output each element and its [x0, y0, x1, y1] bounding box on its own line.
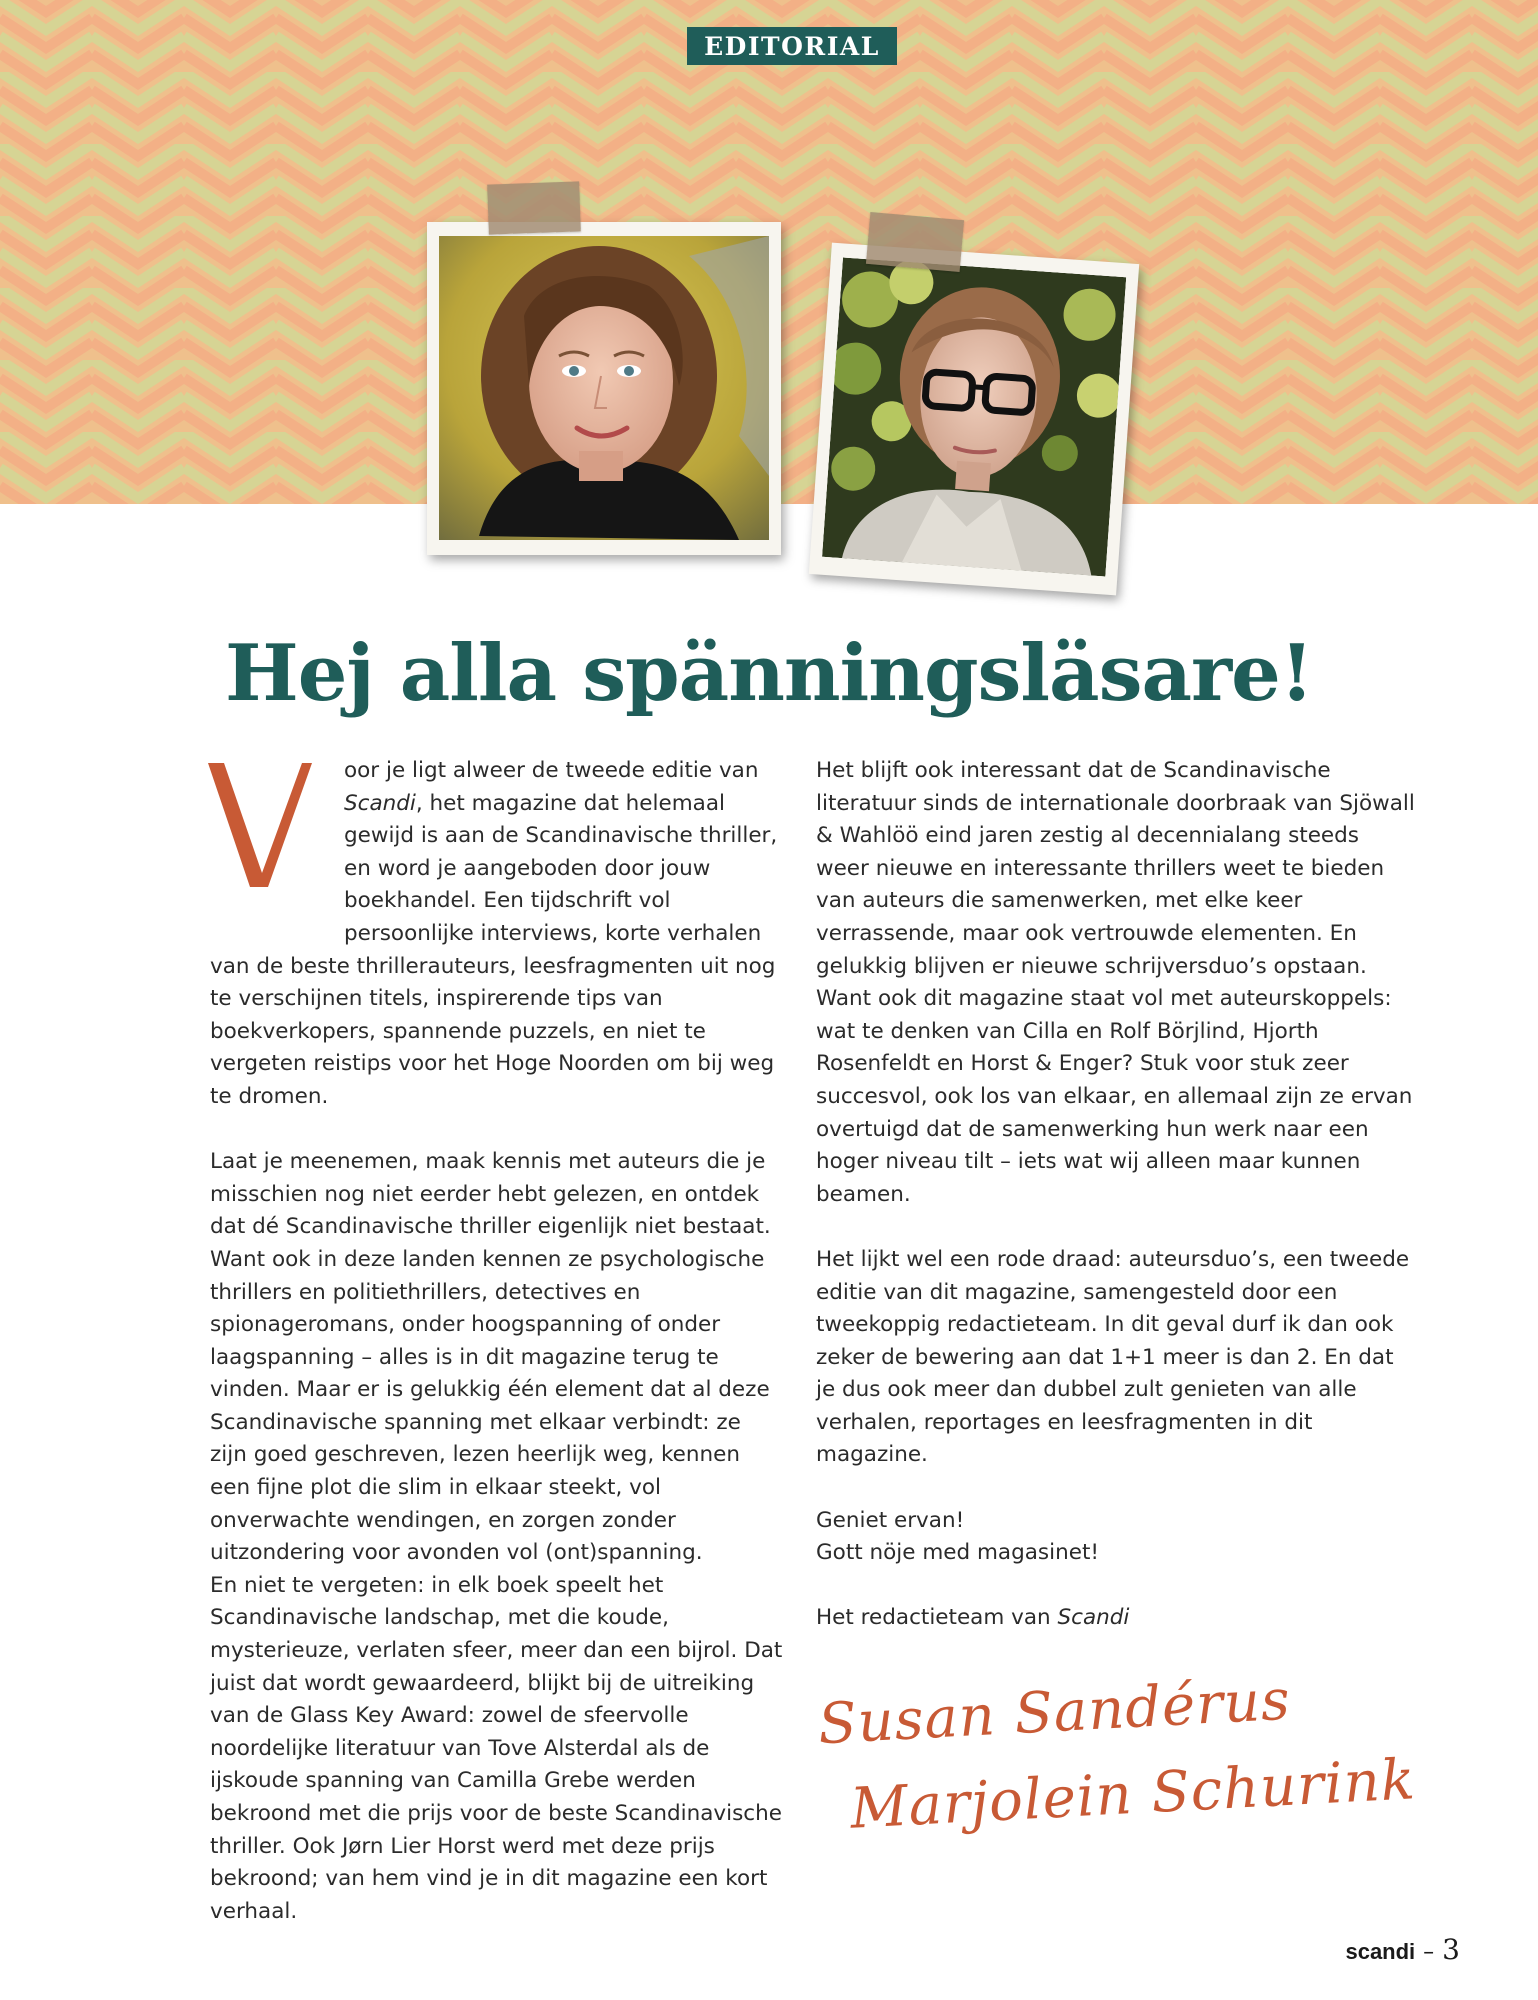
- left-paragraph-2: Laat je meenemen, maak kennis met auteurs die je misschien nog niet eerder hebt gelezen, en ontdek dat dé Scandinavische thriller eigenlijk niet bestaat. Want ook in deze landen kennen ze psychologische thrillers en politiethrillers, detectives en spionageromans, onder hoogspanning of onder laagspanning – alles is in dit magazine terug te vinden. Maar er is gelukkig één element dat al deze Scandinavische spanning met elkaar verbindt: ze zijn goed geschreven, lezen heerlijk weg, kennen een fijne plot die slim in elkaar steekt, vol onverwachte wendingen, en zorgen zonder uitzondering voor avonden vol (ont)spanning.: [210, 1149, 771, 1566]
- editor-photo-2: [809, 243, 1139, 596]
- closing-line-2: Gott nöje med magasinet!: [816, 1540, 1099, 1566]
- page-footer: [1345, 1933, 1460, 1966]
- left-paragraph-3: En niet te vergeten: in elk boek speelt het Scandinavische landschap, met die koude, mysterieuze, verlaten sfeer, meer dan een bijrol. Dat juist dat wordt gewaardeerd, blijkt bij de uitreiking van de Glass Key Award: zowel de sfeervolle noordelijke literatuur van Tove Alsterdal als de ijskoude spanning van Camilla Grebe werden bekroond met die prijs voor de beste Scandinavische thriller. Ook Jørn Lier Horst werd met deze prijs bekroond; van hem vind je in dit magazine een kort verhaal.: [210, 1572, 783, 1924]
- footer-separator: –: [1423, 1940, 1435, 1965]
- closing-line-1: Geniet ervan!: [816, 1507, 965, 1533]
- portrait-image-2: [822, 257, 1126, 576]
- team-credit: Het redactieteam van Scandi: [816, 1605, 1130, 1631]
- magazine-name: scandi: [1345, 1939, 1416, 1964]
- tape-strip-2: [866, 212, 964, 272]
- left-paragraph-1: oor je ligt alweer de tweede editie van Scandi, het magazine dat helemaal gewijd is aan de Scandinavische thriller, en word je aangeboden door jouw boekhandel. Een tijdschrift vol persoonlijke interviews, korte verhalen van de beste thrillerauteurs, leesfragmenten uit nog te verschijnen titels, inspirerende tips van boekverkopers, spannende puzzels, en niet te vergeten reistips voor het Hoge Noorden om bij weg te dromen.: [210, 758, 778, 1109]
- right-column: [816, 755, 1416, 1635]
- editor-photo-1: [427, 222, 781, 555]
- tape-strip-1: [487, 181, 581, 234]
- signature-2: Marjolein Schurink: [848, 1747, 1418, 1842]
- right-paragraph-1: Het blijft ook interessant dat de Scandinavische literatuur sinds de internationale doorbraak van Sjöwall & Wahlöö eind jaren zestig al decennialang steeds weer nieuwe en interessante thrillers weet te bieden van auteurs die samenwerken, met elke keer verrassende, maar ook vertrouwde elementen. En gelukkig blijven er nieuwe schrijversduo’s opstaan. Want ook dit magazine staat vol met auteurskoppels: wat te denken van Cilla en Rolf Börjlind, Hjorth Rosenfeldt en Horst & Enger? Stuk voor stuk zeer succesvol, ook los van elkaar, en allemaal zijn ze ervan overtuigd dat de samenwerking hun werk naar een hoger niveau tilt – iets wat wij alleen maar kunnen beamen.: [816, 758, 1415, 1207]
- section-badge: EDITORIAL: [687, 27, 897, 65]
- portrait-image-1: [439, 236, 769, 540]
- page-title: Hej alla spänningsläsare!: [225, 628, 1313, 719]
- signature-1: Susan Sandérus: [816, 1667, 1293, 1758]
- page-number: 3: [1442, 1933, 1460, 1966]
- right-paragraph-2: Het lijkt wel een rode draad: auteursduo’s, een tweede editie van dit magazine, samengesteld door een tweekoppig redactieteam. In dit geval durf ik dan ook zeker de bewering aan dat 1+1 meer is dan 2. En dat je dus ook meer dan dubbel zult genieten van alle verhalen, reportages en leesfragmenten in dit magazine.: [816, 1246, 1410, 1468]
- left-column: [210, 755, 784, 1928]
